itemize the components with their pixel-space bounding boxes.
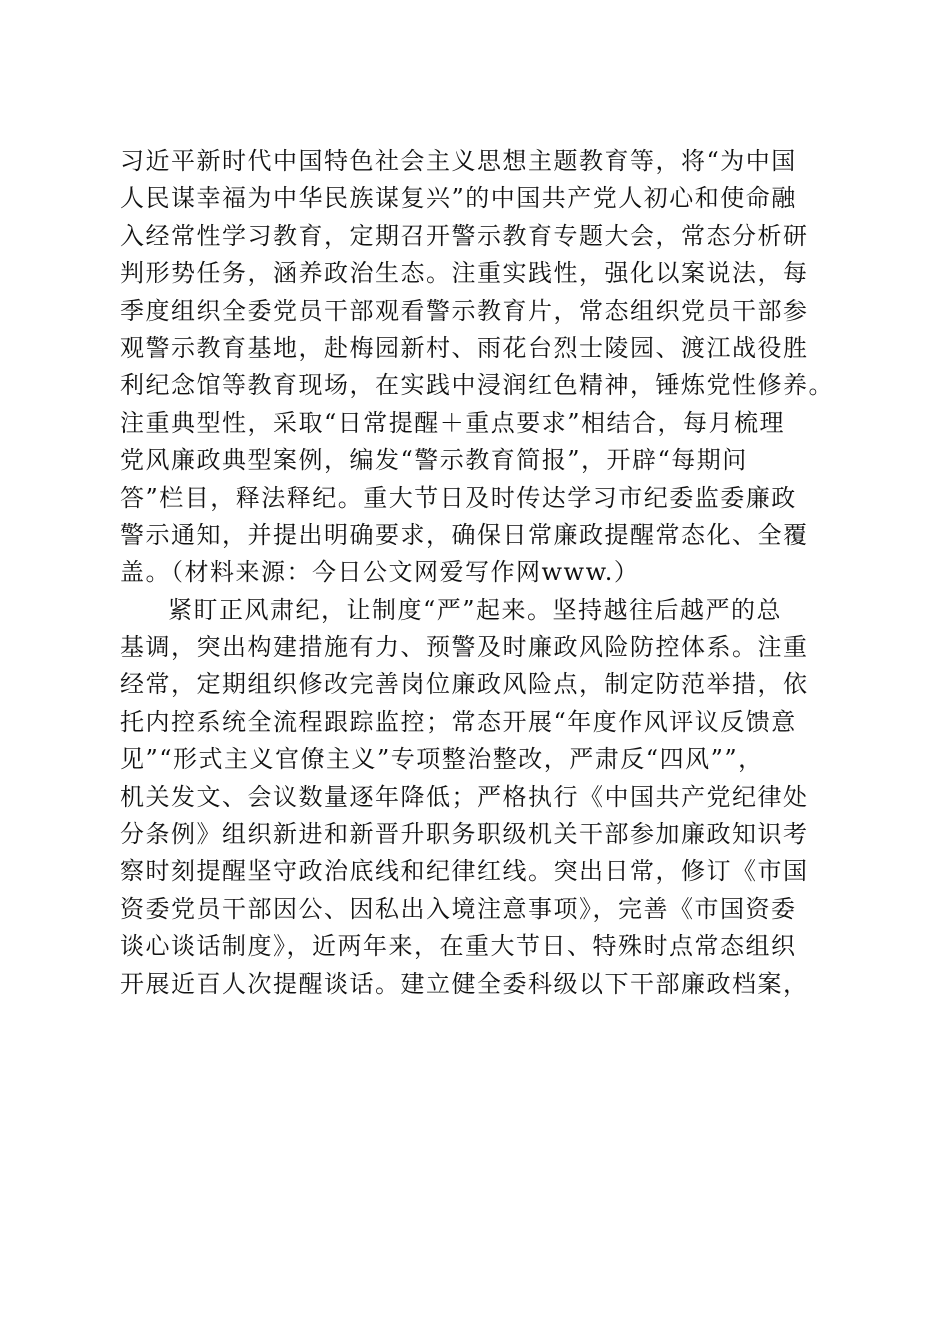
text-line: 入经常性学习教育，定期召开警示教育专题大会，常态分析研 bbox=[120, 221, 809, 250]
text-line: 答”栏目，释法释纪。重大节日及时传达学习市纪委监委廉政 bbox=[120, 483, 797, 512]
text-line: 机关发文、会议数量逐年降低；严格执行《中国共产党纪律处 bbox=[120, 782, 809, 811]
text-line: 判形势任务，涵养政治生态。注重实践性，强化以案说法，每 bbox=[120, 259, 809, 288]
text-line: 注重典型性，采取“日常提醒＋重点要求”相结合，每月梳理 bbox=[120, 408, 786, 437]
text-line: 分条例》组织新进和新晋升职务职级机关干部参加廉政知识考 bbox=[120, 820, 809, 849]
text-line: 资委党员干部因公、因私出入境注意事项》，完善《市国资委 bbox=[120, 894, 797, 923]
paragraph-start-line: 紧盯正风肃纪，让制度“严”起来。坚持越往后越严的总 bbox=[168, 595, 783, 624]
text-line: 季度组织全委党员干部观看警示教育片，常态组织党员干部参 bbox=[120, 296, 809, 325]
text-line: 盖。（材料来源：今日公文网爱写作网www.） bbox=[120, 558, 640, 587]
text-line: 警示通知，并提出明确要求，确保日常廉政提醒常态化、全覆 bbox=[120, 520, 809, 549]
text-line: 利纪念馆等教育现场，在实践中浸润红色精神，锤炼党性修养。 bbox=[120, 371, 834, 400]
text-line: 习近平新时代中国特色社会主义思想主题教育等，将“为中国 bbox=[120, 147, 797, 175]
body-text bbox=[120, 143, 840, 1003]
text-line: 托内控系统全流程跟踪监控；常态开展“年度作风评议反馈意 bbox=[120, 707, 797, 736]
text-line: 人民谋幸福为中华民族谋复兴”的中国共产党人初心和使命融 bbox=[120, 184, 797, 213]
text-line: 党风廉政典型案例，编发“警示教育简报”，开辟“每期问 bbox=[120, 446, 748, 475]
text-line: 开展近百人次提醒谈话。建立健全委科级以下干部廉政档案， bbox=[120, 969, 809, 998]
text-line: 基调，突出构建措施有力、预警及时廉政风险防控体系。注重 bbox=[120, 633, 809, 662]
text-line: 经常，定期组织修改完善岗位廉政风险点，制定防范举措，依 bbox=[120, 670, 809, 699]
text-line: 观警示教育基地，赴梅园新村、雨花台烈士陵园、渡江战役胜 bbox=[120, 333, 809, 362]
text-line: 察时刻提醒坚守政治底线和纪律红线。突出日常，修订《市国 bbox=[120, 857, 809, 886]
text-line: 谈心谈话制度》，近两年来，在重大节日、特殊时点常态组织 bbox=[120, 932, 797, 961]
text-line: 见”“形式主义官僚主义”专项整治整改，严肃反“四风””， bbox=[120, 745, 764, 774]
